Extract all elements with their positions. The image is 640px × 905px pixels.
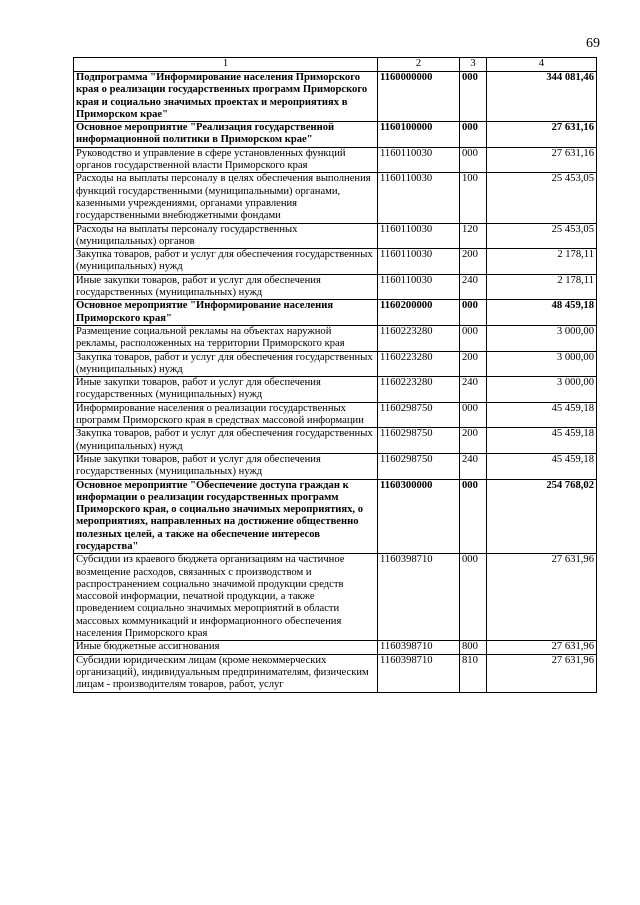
header-col-3: 3 (460, 58, 487, 72)
row-kind-cell: 000 (460, 402, 487, 428)
row-name-cell: Закупка товаров, работ и услуг для обеспечения государственных (муниципальных) нужд (74, 249, 378, 275)
row-amount-cell: 344 081,46 (487, 72, 597, 122)
row-amount-cell: 45 459,18 (487, 402, 597, 428)
table-row (74, 554, 597, 641)
header-col-1: 1 (74, 58, 378, 72)
table-row (74, 428, 597, 454)
row-code-cell: 1160110030 (378, 274, 460, 300)
table-row (74, 641, 597, 654)
row-code-cell: 1160223280 (378, 377, 460, 403)
row-name-cell: Руководство и управление в сфере установленных функций органов государственной власти Приморского края (74, 147, 378, 173)
row-amount-cell: 3 000,00 (487, 377, 597, 403)
table-row (74, 223, 597, 249)
table-row (74, 325, 597, 351)
row-amount-cell: 48 459,18 (487, 300, 597, 326)
table-row (74, 479, 597, 554)
table-row (74, 122, 597, 148)
row-amount-cell: 27 631,16 (487, 122, 597, 148)
table-row (74, 173, 597, 223)
row-name-cell: Субсидии из краевого бюджета организациям на частичное возмещение расходов, связанных с производством и распространением социально значимой продукции средств массовой информации, печатной продукции, а также проведением социально значимых мероприятий в области массовых коммуникаций и информационного обеспечения населения Приморского края (74, 554, 378, 641)
row-code-cell: 1160200000 (378, 300, 460, 326)
row-amount-cell: 2 178,11 (487, 249, 597, 275)
row-name-cell: Основное мероприятие "Обеспечение доступа граждан к информации о реализации государственных программ Приморского края, о социально значимых мероприятиях, о мероприятиях, направленных на достижение общественно полезных целей, а также на обеспечение интересов государства" (74, 479, 378, 554)
row-kind-cell: 240 (460, 453, 487, 479)
table-row (74, 72, 597, 122)
table-row (74, 377, 597, 403)
row-name-cell: Информирование населения о реализации государственных программ Приморского края в средствах массовой информации (74, 402, 378, 428)
row-code-cell: 1160223280 (378, 351, 460, 377)
row-kind-cell: 800 (460, 641, 487, 654)
row-amount-cell: 27 631,96 (487, 654, 597, 692)
row-kind-cell: 200 (460, 428, 487, 454)
row-amount-cell: 45 459,18 (487, 453, 597, 479)
row-code-cell: 1160110030 (378, 173, 460, 223)
row-amount-cell: 27 631,96 (487, 554, 597, 641)
row-kind-cell: 810 (460, 654, 487, 692)
row-code-cell: 1160398710 (378, 554, 460, 641)
row-code-cell: 1160223280 (378, 325, 460, 351)
row-kind-cell: 000 (460, 325, 487, 351)
row-kind-cell: 120 (460, 223, 487, 249)
row-code-cell: 1160000000 (378, 72, 460, 122)
table-body (74, 72, 597, 693)
row-name-cell: Иные бюджетные ассигнования (74, 641, 378, 654)
row-code-cell: 1160398710 (378, 654, 460, 692)
row-name-cell: Иные закупки товаров, работ и услуг для обеспечения государственных (муниципальных) нужд (74, 453, 378, 479)
row-kind-cell: 000 (460, 147, 487, 173)
table-row (74, 147, 597, 173)
row-kind-cell: 000 (460, 554, 487, 641)
table-row (74, 351, 597, 377)
row-kind-cell: 100 (460, 173, 487, 223)
table-header (74, 58, 597, 72)
row-kind-cell: 000 (460, 122, 487, 148)
row-code-cell: 1160110030 (378, 223, 460, 249)
table-row (74, 274, 597, 300)
table-row (74, 300, 597, 326)
row-code-cell: 1160100000 (378, 122, 460, 148)
row-name-cell: Основное мероприятие "Информирование населения Приморского края" (74, 300, 378, 326)
row-kind-cell: 240 (460, 274, 487, 300)
row-name-cell: Подпрограмма "Информирование населения Приморского края о реализации государственных программ Приморского края и социально значимых проектах и мероприятиях в Приморском крае" (74, 72, 378, 122)
row-name-cell: Основное мероприятие "Реализация государственной информационной политики в Приморском крае" (74, 122, 378, 148)
table-row (74, 453, 597, 479)
row-kind-cell: 000 (460, 479, 487, 554)
row-amount-cell: 27 631,16 (487, 147, 597, 173)
row-name-cell: Иные закупки товаров, работ и услуг для обеспечения государственных (муниципальных) нужд (74, 377, 378, 403)
row-kind-cell: 200 (460, 249, 487, 275)
row-amount-cell: 254 768,02 (487, 479, 597, 554)
row-name-cell: Размещение социальной рекламы на объектах наружной рекламы, расположенных на территории Приморского края (74, 325, 378, 351)
row-amount-cell: 25 453,05 (487, 223, 597, 249)
row-kind-cell: 000 (460, 72, 487, 122)
row-kind-cell: 240 (460, 377, 487, 403)
row-amount-cell: 25 453,05 (487, 173, 597, 223)
row-name-cell: Субсидии юридическим лицам (кроме некоммерческих организаций), индивидуальным предпринимателям, физическим лицам - производителям товаров, работ, услуг (74, 654, 378, 692)
row-name-cell: Закупка товаров, работ и услуг для обеспечения государственных (муниципальных) нужд (74, 428, 378, 454)
row-name-cell: Закупка товаров, работ и услуг для обеспечения государственных (муниципальных) нужд (74, 351, 378, 377)
header-col-2: 2 (378, 58, 460, 72)
row-kind-cell: 200 (460, 351, 487, 377)
row-code-cell: 1160398710 (378, 641, 460, 654)
row-amount-cell: 3 000,00 (487, 325, 597, 351)
table-row (74, 654, 597, 692)
table-row (74, 402, 597, 428)
row-kind-cell: 000 (460, 300, 487, 326)
row-amount-cell: 27 631,96 (487, 641, 597, 654)
row-name-cell: Расходы на выплаты персоналу в целях обеспечения выполнения функций государственными (муниципальными) органами, казенными учреждениями, органами управления государственными внебюджетными фондами (74, 173, 378, 223)
row-name-cell: Иные закупки товаров, работ и услуг для обеспечения государственных (муниципальных) нужд (74, 274, 378, 300)
row-code-cell: 1160300000 (378, 479, 460, 554)
row-code-cell: 1160110030 (378, 147, 460, 173)
row-code-cell: 1160110030 (378, 249, 460, 275)
page-number: 69 (586, 36, 600, 51)
row-amount-cell: 3 000,00 (487, 351, 597, 377)
row-name-cell: Расходы на выплаты персоналу государственных (муниципальных) органов (74, 223, 378, 249)
header-col-4: 4 (487, 58, 597, 72)
row-amount-cell: 2 178,11 (487, 274, 597, 300)
budget-table (73, 57, 597, 693)
row-code-cell: 1160298750 (378, 428, 460, 454)
row-code-cell: 1160298750 (378, 453, 460, 479)
row-amount-cell: 45 459,18 (487, 428, 597, 454)
row-code-cell: 1160298750 (378, 402, 460, 428)
table-row (74, 249, 597, 275)
